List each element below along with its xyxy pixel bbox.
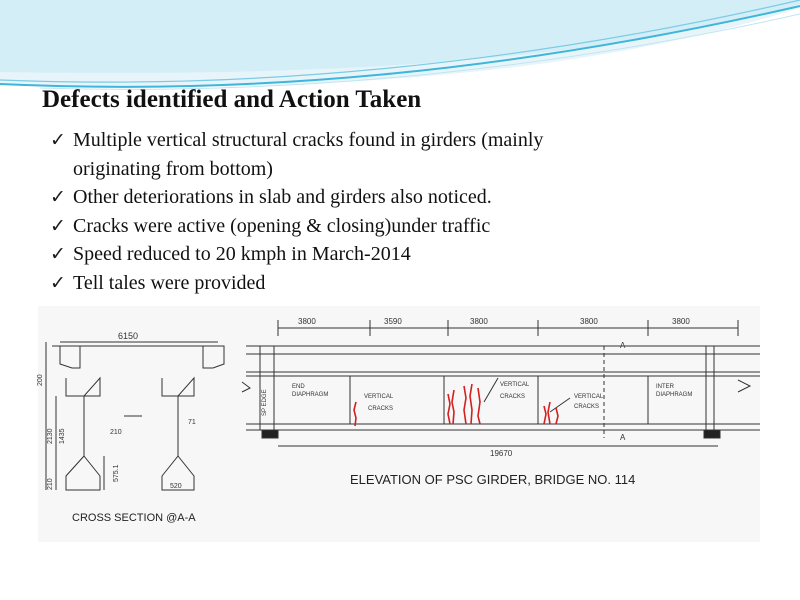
- bullet-item: [50, 269, 610, 298]
- bullet-text: Multiple vertical structural cracks found in girders (mainly originating from bottom): [73, 129, 544, 180]
- bullet-text: Tell tales were provided: [73, 271, 266, 294]
- web-depth-dim: 1435: [59, 428, 66, 444]
- vertical-cracks-label-2b: CRACKS: [500, 394, 526, 400]
- flange-dim: 71: [188, 419, 196, 426]
- slide-title: Defects identified and Action Taken: [42, 86, 422, 113]
- vertical-cracks-label-2: VERTICAL: [500, 382, 530, 388]
- bullet-item: [50, 240, 610, 269]
- bottom-flange-dim: 210: [47, 478, 54, 490]
- girder-drawing: [38, 306, 760, 542]
- span-dim-3: 3800: [470, 317, 488, 326]
- checkmark-icon: ✓: [50, 243, 66, 265]
- cross-section-caption: CROSS SECTION @A-A: [72, 512, 196, 524]
- elevation-caption: ELEVATION OF PSC GIRDER, BRIDGE NO. 114: [350, 472, 636, 487]
- bullet-text: Speed reduced to 20 kmph in March-2014: [73, 243, 411, 265]
- web-width-dim: 210: [110, 429, 122, 436]
- end-diaphragm-label-2: DIAPHRAGM: [292, 392, 329, 398]
- section-mark-top: A: [620, 341, 626, 350]
- span-dim-2: 3590: [384, 317, 402, 326]
- inter-diaphragm-label-2: DIAPHRAGM: [656, 392, 693, 398]
- crack-mark: [448, 394, 450, 424]
- vertical-cracks-label-1b: CRACKS: [368, 406, 394, 412]
- bottom-width-dim: 575.1: [113, 464, 120, 482]
- span-dim-4: 3800: [580, 317, 598, 326]
- end-diaphragm-label: END: [292, 384, 305, 390]
- engineering-drawing: [38, 306, 760, 542]
- inter-diaphragm-label: INTER: [656, 384, 674, 390]
- vertical-cracks-label-3b: CRACKS: [574, 404, 600, 410]
- bullet-list: [50, 126, 610, 297]
- span-dim-5: 3800: [672, 317, 690, 326]
- girder-depth-dim: 2130: [47, 428, 54, 444]
- bullet-text: Cracks were active (opening & closing)under traffic: [73, 214, 491, 237]
- bullet-item: [50, 212, 610, 241]
- bullet-text: Other deteriorations in slab and girders also noticed.: [73, 186, 492, 208]
- checkmark-icon: ✓: [50, 271, 66, 294]
- end-tag-label: SP EDGE: [262, 389, 268, 416]
- vertical-cracks-label-1: VERTICAL: [364, 394, 394, 400]
- checkmark-icon: ✓: [50, 129, 66, 151]
- total-span-dim: 19670: [490, 449, 513, 458]
- vertical-cracks-label-3: VERTICAL: [574, 394, 604, 400]
- top-width-dim: 6150: [117, 331, 139, 341]
- span-dim-1: 3800: [298, 317, 316, 326]
- slab-thickness-dim: 200: [37, 374, 44, 386]
- checkmark-icon: ✓: [50, 186, 66, 208]
- section-mark-bottom: A: [620, 433, 626, 442]
- bullet-item: [50, 183, 610, 212]
- base-width-dim: 520: [170, 483, 182, 490]
- checkmark-icon: ✓: [50, 214, 66, 237]
- bullet-item: [50, 126, 610, 183]
